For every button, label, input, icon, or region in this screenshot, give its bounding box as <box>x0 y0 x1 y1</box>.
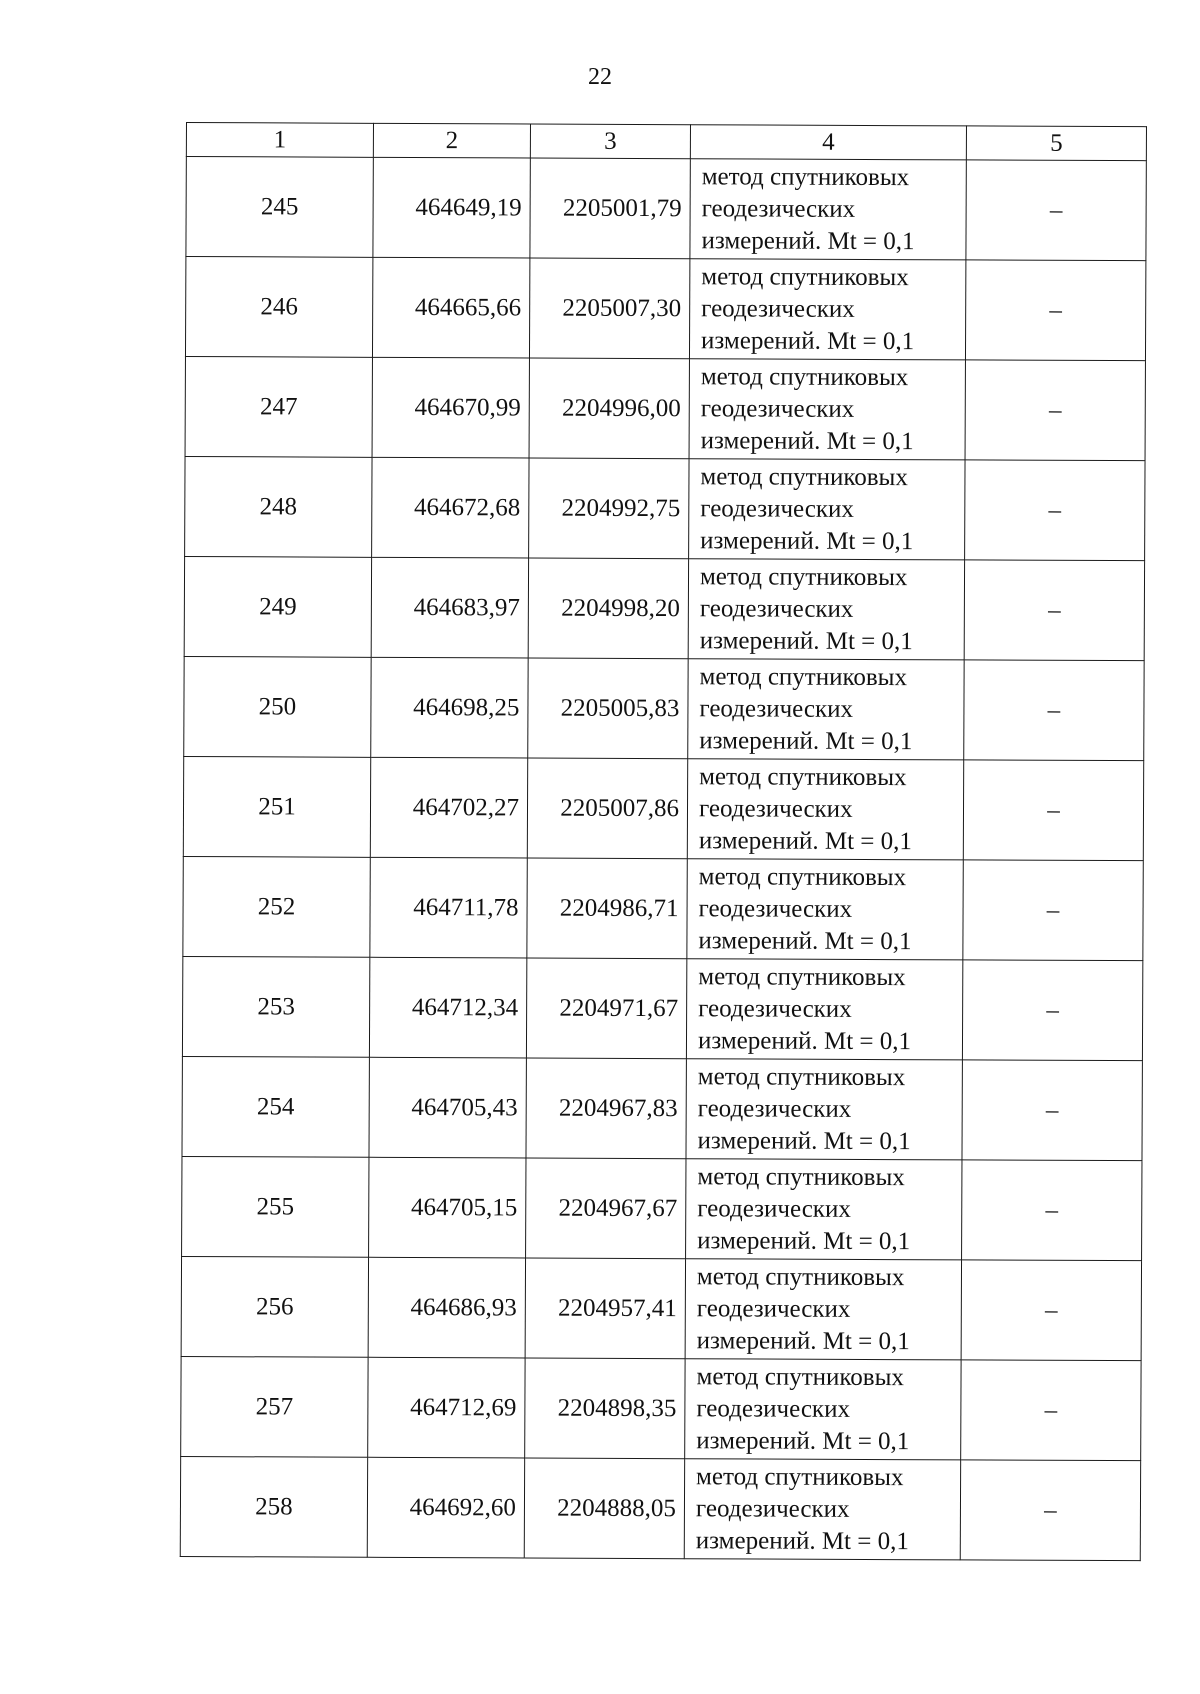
method-line: метод спутниковых <box>699 762 907 791</box>
table-body <box>180 157 1146 1561</box>
column-header: 1 <box>186 123 373 158</box>
method-cell <box>687 759 963 860</box>
method-line: метод спутниковых <box>696 1362 904 1391</box>
table-row <box>182 1156 1142 1260</box>
point-number-cell: 251 <box>183 756 370 857</box>
method-line: измерений. Mt = 0,1 <box>696 1426 910 1455</box>
method-line: метод спутниковых <box>699 562 908 591</box>
x-coordinate-cell: 464705,43 <box>369 1057 526 1158</box>
note-cell: – <box>965 360 1145 461</box>
note-cell: – <box>962 1060 1142 1161</box>
method-line: геодезических <box>700 394 855 423</box>
point-number-cell: 252 <box>183 856 370 957</box>
note-cell: – <box>964 560 1144 661</box>
method-line: измерений. Mt = 0,1 <box>697 1126 911 1155</box>
method-line: метод спутниковых <box>698 962 906 991</box>
point-number-cell: 245 <box>186 157 373 258</box>
method-line: геодезических <box>701 194 856 223</box>
method-line: измерений. Mt = 0,1 <box>700 326 915 355</box>
x-coordinate-cell: 464711,78 <box>370 857 527 958</box>
y-coordinate-cell: 2204898,35 <box>525 1358 685 1459</box>
x-coordinate-cell: 464683,97 <box>371 557 528 658</box>
method-line: геодезических <box>699 694 854 723</box>
note-cell: – <box>962 960 1142 1061</box>
note-cell: – <box>966 160 1146 261</box>
method-line: измерений. Mt = 0,1 <box>698 826 913 855</box>
method-line: метод спутниковых <box>698 862 907 891</box>
x-coordinate-cell: 464686,93 <box>368 1257 525 1358</box>
method-line: измерений. Mt = 0,1 <box>701 226 915 255</box>
method-cell <box>688 559 964 660</box>
point-number-cell: 254 <box>182 1056 369 1157</box>
note-cell: – <box>963 760 1143 861</box>
method-line: метод спутниковых <box>699 662 908 691</box>
y-coordinate-cell: 2204996,00 <box>529 358 689 459</box>
point-number-cell: 246 <box>185 257 372 358</box>
x-coordinate-cell: 464692,60 <box>367 1457 524 1558</box>
x-coordinate-cell: 464705,15 <box>369 1157 526 1258</box>
column-header: 3 <box>530 124 690 159</box>
table-row <box>180 1456 1140 1560</box>
method-line: метод спутниковых <box>697 1062 906 1091</box>
x-coordinate-cell: 464670,99 <box>372 357 529 458</box>
point-number-cell: 247 <box>185 356 372 457</box>
note-cell: – <box>960 1460 1140 1561</box>
method-line: метод спутниковых <box>700 462 908 491</box>
method-line: измерений. Mt = 0,1 <box>698 926 912 955</box>
note-cell: – <box>965 460 1145 561</box>
point-number-cell: 253 <box>182 956 369 1057</box>
method-line: метод спутниковых <box>701 162 910 191</box>
note-cell: – <box>961 1360 1141 1461</box>
table-header-row <box>186 123 1146 161</box>
method-line: геодезических <box>698 794 853 823</box>
method-line: метод спутниковых <box>700 362 909 391</box>
column-header: 5 <box>966 126 1146 161</box>
x-coordinate-cell: 464712,34 <box>369 957 526 1058</box>
method-line: геодезических <box>701 294 855 323</box>
method-line: измерений. Mt = 0,1 <box>700 526 914 555</box>
x-coordinate-cell: 464672,68 <box>372 457 529 558</box>
method-cell <box>689 259 965 360</box>
y-coordinate-cell: 2204992,75 <box>529 458 689 559</box>
note-cell: – <box>962 1160 1142 1261</box>
y-coordinate-cell: 2205005,83 <box>528 658 688 759</box>
y-coordinate-cell: 2204998,20 <box>528 558 688 659</box>
method-cell <box>685 1359 961 1460</box>
table-row <box>181 1256 1141 1360</box>
point-number-cell: 250 <box>184 656 371 757</box>
y-coordinate-cell: 2204967,67 <box>526 1158 686 1259</box>
table-row <box>186 157 1146 261</box>
method-line: геодезических <box>696 1394 851 1423</box>
y-coordinate-cell: 2204986,71 <box>527 858 687 959</box>
method-line: измерений. Mt = 0,1 <box>700 426 914 455</box>
method-line: измерений. Mt = 0,1 <box>696 1326 910 1355</box>
y-coordinate-cell: 2204957,41 <box>525 1258 685 1359</box>
point-number-cell: 255 <box>182 1156 369 1257</box>
note-cell: – <box>961 1260 1141 1361</box>
method-cell <box>685 1259 961 1360</box>
method-line: измерений. Mt = 0,1 <box>697 1226 911 1255</box>
method-cell <box>690 159 966 260</box>
note-cell: – <box>963 860 1143 961</box>
point-number-cell: 249 <box>184 556 371 657</box>
method-line: геодезических <box>696 1294 851 1323</box>
table-row <box>184 656 1144 760</box>
point-number-cell: 257 <box>181 1356 368 1457</box>
point-number-cell: 256 <box>181 1256 368 1357</box>
column-header: 2 <box>373 123 530 158</box>
method-cell <box>684 1459 960 1560</box>
method-line: геодезических <box>695 1494 850 1523</box>
method-line: геодезических <box>698 894 853 923</box>
y-coordinate-cell: 2205001,79 <box>530 158 690 259</box>
method-cell <box>686 959 962 1060</box>
method-cell <box>688 659 964 760</box>
point-number-cell: 248 <box>185 456 372 557</box>
method-line: метод спутниковых <box>696 1462 904 1491</box>
page-number: 22 <box>588 64 612 90</box>
method-cell <box>687 859 963 960</box>
table-row <box>185 456 1145 560</box>
method-line: измерений. Mt = 0,1 <box>697 1026 912 1055</box>
column-header: 4 <box>690 125 966 160</box>
method-line: метод спутниковых <box>701 262 909 291</box>
method-cell <box>689 459 965 560</box>
x-coordinate-cell: 464702,27 <box>370 757 527 858</box>
y-coordinate-cell: 2204888,05 <box>524 1458 684 1559</box>
table-row <box>181 1356 1141 1460</box>
x-coordinate-cell: 464712,69 <box>368 1357 525 1458</box>
table-row <box>183 756 1143 860</box>
method-line: метод спутниковых <box>697 1162 905 1191</box>
note-cell: – <box>965 260 1145 361</box>
y-coordinate-cell: 2205007,86 <box>527 758 687 859</box>
method-line: геодезических <box>697 1094 852 1123</box>
method-line: измерений. Mt = 0,1 <box>699 726 913 755</box>
y-coordinate-cell: 2205007,30 <box>529 258 689 359</box>
method-line: измерений. Mt = 0,1 <box>695 1526 909 1555</box>
method-cell <box>689 359 965 460</box>
table-row <box>184 556 1144 660</box>
method-line: геодезических <box>700 494 854 523</box>
method-line: геодезических <box>699 594 854 623</box>
y-coordinate-cell: 2204971,67 <box>526 958 686 1059</box>
table-row <box>183 856 1143 960</box>
y-coordinate-cell: 2204967,83 <box>526 1058 686 1159</box>
method-cell <box>686 1059 962 1160</box>
coordinates-table <box>180 122 1147 1561</box>
table-row <box>182 1056 1142 1160</box>
method-cell <box>686 1159 962 1260</box>
method-line: метод спутниковых <box>696 1262 905 1291</box>
method-line: измерений. Mt = 0,1 <box>699 626 913 655</box>
x-coordinate-cell: 464698,25 <box>371 657 528 758</box>
x-coordinate-cell: 464665,66 <box>372 257 529 358</box>
table-row <box>185 257 1145 361</box>
point-number-cell: 258 <box>180 1456 367 1557</box>
x-coordinate-cell: 464649,19 <box>373 157 530 258</box>
table-row <box>185 356 1145 460</box>
table-row <box>182 956 1142 1060</box>
note-cell: – <box>964 660 1144 761</box>
method-line: геодезических <box>697 1194 851 1223</box>
method-line: геодезических <box>698 994 852 1023</box>
